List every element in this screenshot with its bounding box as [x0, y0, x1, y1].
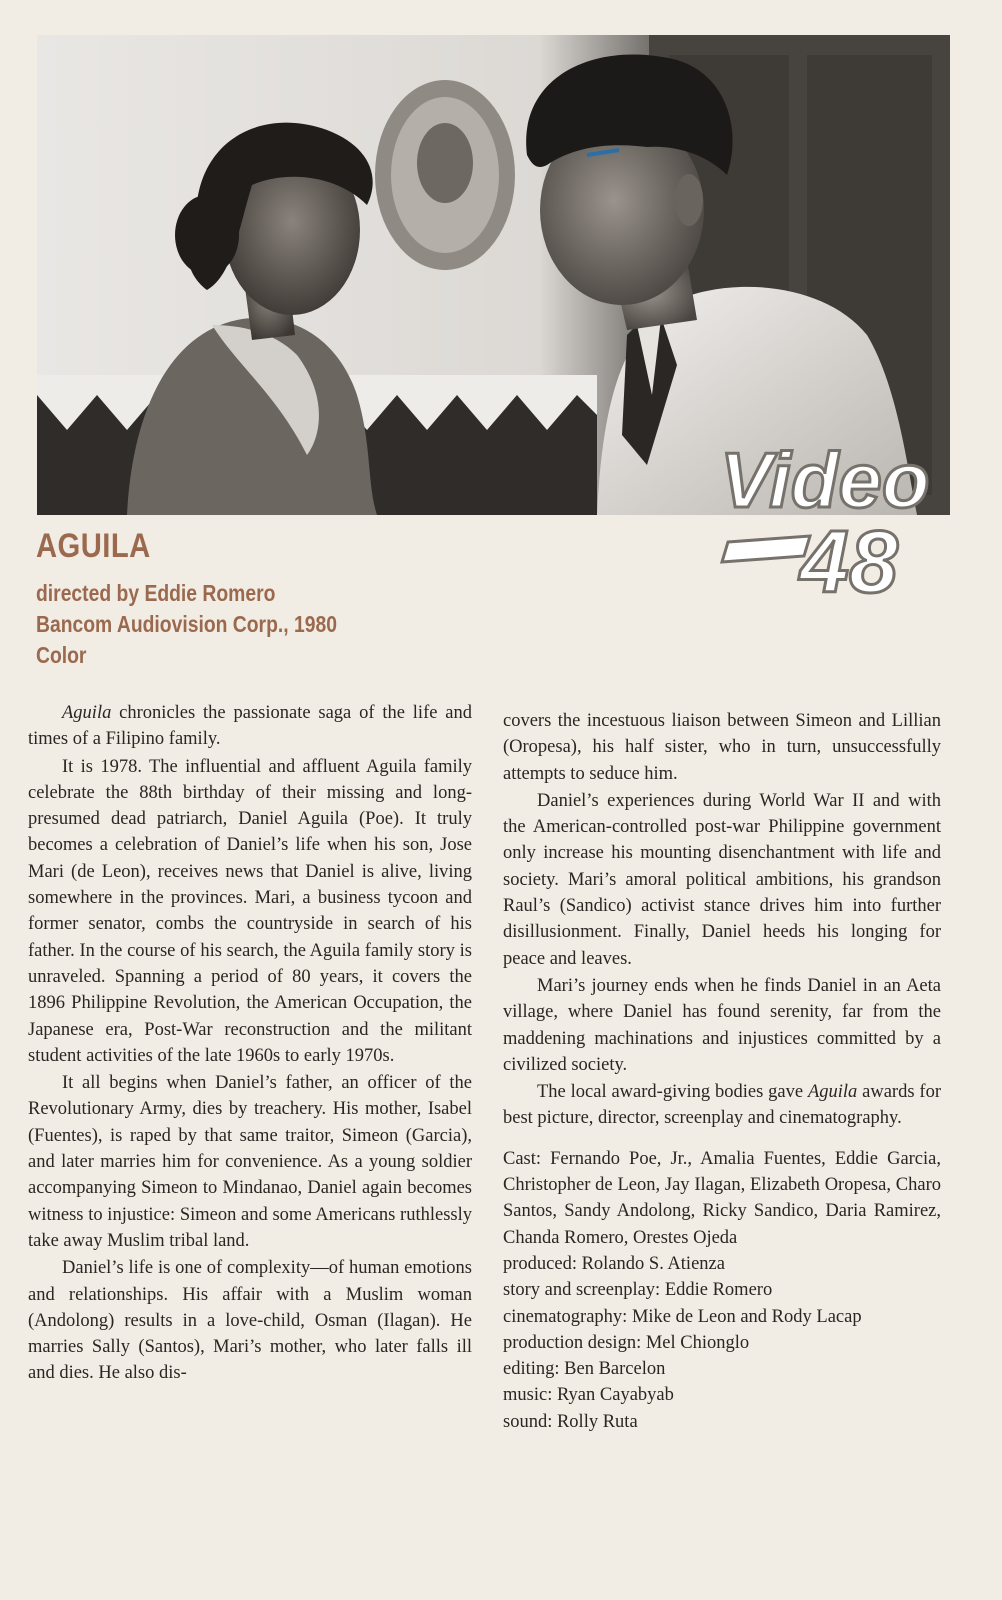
crew-story: story and screenplay: Eddie Romero [503, 1280, 773, 1301]
video-48-logo [700, 432, 965, 617]
studio-line: Bancom Audiovision Corp., 1980 [36, 611, 337, 637]
film-title-italic: Aguila [62, 703, 112, 723]
cast-section [503, 1146, 941, 1251]
crew-section [503, 1251, 941, 1435]
synopsis-paragraph: Daniel’s experiences during World War II and with the American-controlled post-war Philippine government only increase his mounting disenchantment with life and society. Mari’s amoral political ambitions, his grandson Raul’s (Sandico) activist stance drives him into further disillusionment. Finally, Daniel heeds his longing for peace and leaves. [503, 790, 941, 969]
crew-sound: sound: Rolly Ruta [503, 1411, 638, 1432]
logo-line2: 48 [800, 512, 898, 611]
crew-cinematography: cinematography: Mike de Leon and Rody Lacap [503, 1306, 862, 1327]
crew-music: music: Ryan Cayabyab [503, 1385, 674, 1406]
synopsis-left-column [28, 700, 472, 1388]
film-credits [36, 578, 337, 671]
director-line: directed by Eddie Romero [36, 580, 276, 606]
synopsis-paragraph: Aguila chronicles the passionate saga of the life and times of a Filipino family. [28, 703, 472, 750]
crew-editing: editing: Ben Barcelon [503, 1359, 666, 1380]
synopsis-paragraph: Mari’s journey ends when he finds Daniel in an Aeta village, where Daniel has found serenity, far from the maddening machinations and injustices committed by a civilized society. [503, 975, 941, 1075]
logo-line1: Video [720, 436, 930, 524]
video-48-logo-art [700, 432, 965, 617]
synopsis-paragraph: It all begins when Daniel’s father, an officer of the Revolutionary Army, dies by treachery. His mother, Isabel (Fuentes), is raped by that same traitor, Simeon (Garcia), and later marries him for convenience. As a young soldier accompanying Simeon to Mindanao, Daniel again becomes witness to injustice: Simeon and some Americans ruthlessly take away Muslim tribal land. [28, 1073, 472, 1251]
synopsis-paragraph: It is 1978. The influential and affluent Aguila family celebrate the 88th birthday of their missing and long-presumed dead patriarch, Daniel Aguila (Poe). It truly becomes a celebration of Daniel’s life when his son, Jose Mari (de Leon), receives news that Daniel is alive, living somewhere in the provinces. Mari, a business tycoon and former senator, combs the countryside in search of his father. In the course of his search, the Aguila family story is unraveled. Spanning a period of 80 years, it covers the 1896 Philippine Revolution, the American Occupation, the Japanese era, Post-War reconstruction and the militant student activities of the late 1960s to early 1970s. [28, 756, 472, 1066]
film-title-italic: Aguila [807, 1082, 858, 1103]
synopsis-paragraph-continued: covers the incestuous liaison between Simeon and Lillian (Oropesa), his half sister, who in turn, unsuccessfully attempts to seduce him. [503, 711, 941, 784]
crew-produced: produced: Rolando S. Atienza [503, 1253, 725, 1274]
synopsis-right-column [503, 708, 941, 1435]
crew-production-design: production design: Mel Chionglo [503, 1332, 750, 1353]
cast-list: Cast: Fernando Poe, Jr., Amalia Fuentes, Eddie Garcia, Christopher de Leon, Jay Ilagan, Elizabeth Oropesa, Charo Santos, Sandy Andolong, Ricky Sandico, Daria Ramirez, Chanda Romero, Orestes Ojeda [503, 1148, 941, 1248]
synopsis-paragraph: Daniel’s life is one of complexity—of human emotions and relationships. His affair with a Muslim woman (Andolong) results in a love-child, Osman (Ilagan). He marries Sally (Santos), Mari’s mother, who later falls ill and dies. He also dis- [28, 1258, 472, 1384]
format-line: Color [36, 642, 87, 668]
film-title: AGUILA [36, 527, 151, 565]
synopsis-paragraph: The local award-giving bodies gave Aguila awards for best picture, director, screenplay and cinematography. [503, 1082, 941, 1129]
